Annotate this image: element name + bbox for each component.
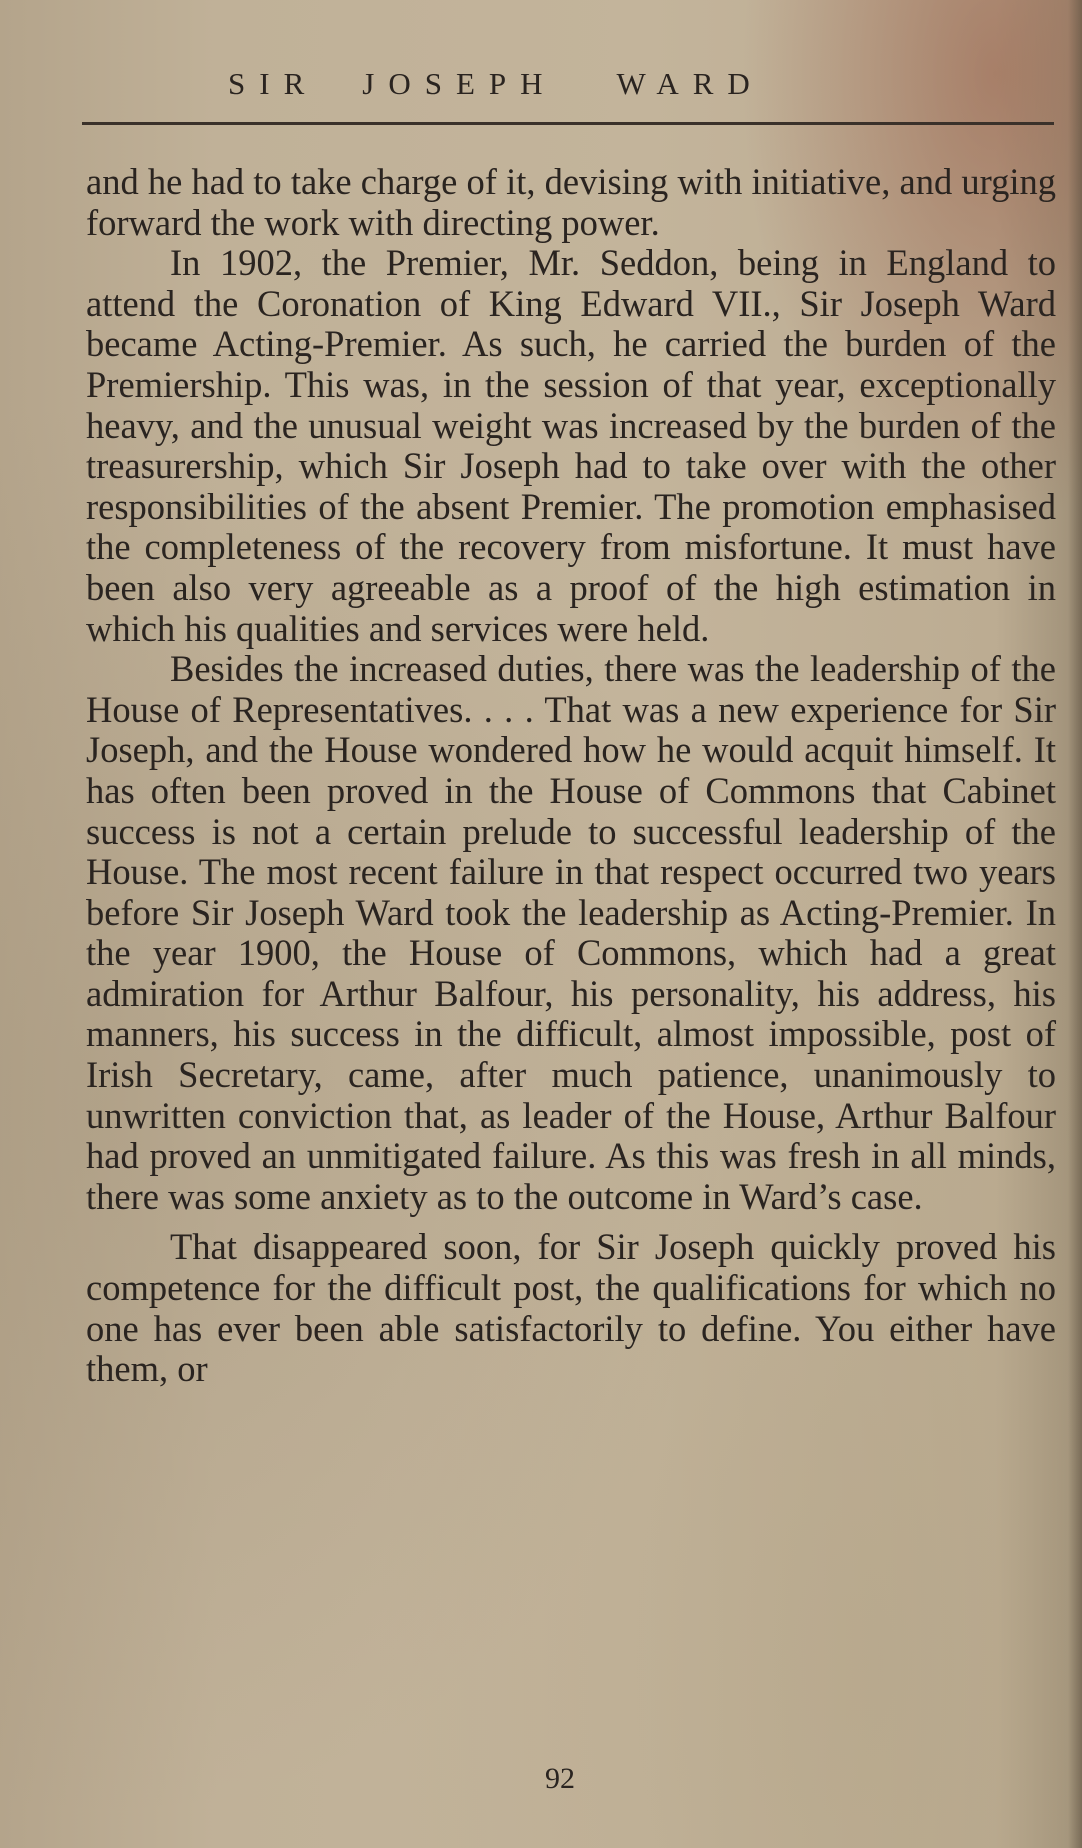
header-rule: [82, 122, 1054, 125]
header-word-joseph: JOSEPH: [362, 66, 557, 101]
header-word-sir: SIR: [228, 66, 319, 101]
running-header: [228, 66, 948, 106]
paragraph-1: and he had to take charge of it, devising with initiative, and urging forward the work with directing power.: [86, 161, 1056, 243]
paragraph-3: Besides the increased duties, there was the leadership of the House of Representatives. . . . That was a new experience for Sir Joseph, and the House wondered how he would acquit himself. It has often been proved in the House of Commons that Cabinet success is not a certain prelude to successful leadership of the House. The most recent failure in that respect occurred two years before Sir Joseph Ward took the leadership as Acting-Premier. In the year 1900, the House of Commons, which had a great admiration for Arthur Balfour, his personality, his address, his manners, his success in the difficult, almost impossible, post of Irish Secretary, came, after much patience, unanimously to unwritten conviction that, as leader of the House, Arthur Balfour had proved an unmitigated failure. As this was fresh in all minds, there was some anxiety as to the outcome in Ward’s case.: [86, 648, 1056, 1217]
body-text: [86, 162, 1056, 1390]
paragraph-4: That disappeared soon, for Sir Joseph quickly proved his competence for the difficult post, the qualifications for which no one has ever been able satisfactorily to define. You either have them, or: [86, 1226, 1056, 1390]
page-number: 92: [545, 1762, 575, 1795]
header-word-ward: WARD: [616, 66, 764, 101]
paragraph-2: In 1902, the Premier, Mr. Seddon, being in England to attend the Coronation of King Edward VII., Sir Joseph Ward became Acting-Premier. As such, he carried the burden of the Premiership. This was, in the session of that year, exceptionally heavy, and the unusual weight was increased by the burden of the treasurership, which Sir Joseph had to take over with the other responsibilities of the absent Premier. The promotion emphasised the completeness of the recovery from misfortune. It must have been also very agreeable as a proof of the high estimation in which his qualities and services were held.: [86, 242, 1056, 649]
page-edge-shadow: [1068, 0, 1082, 1848]
